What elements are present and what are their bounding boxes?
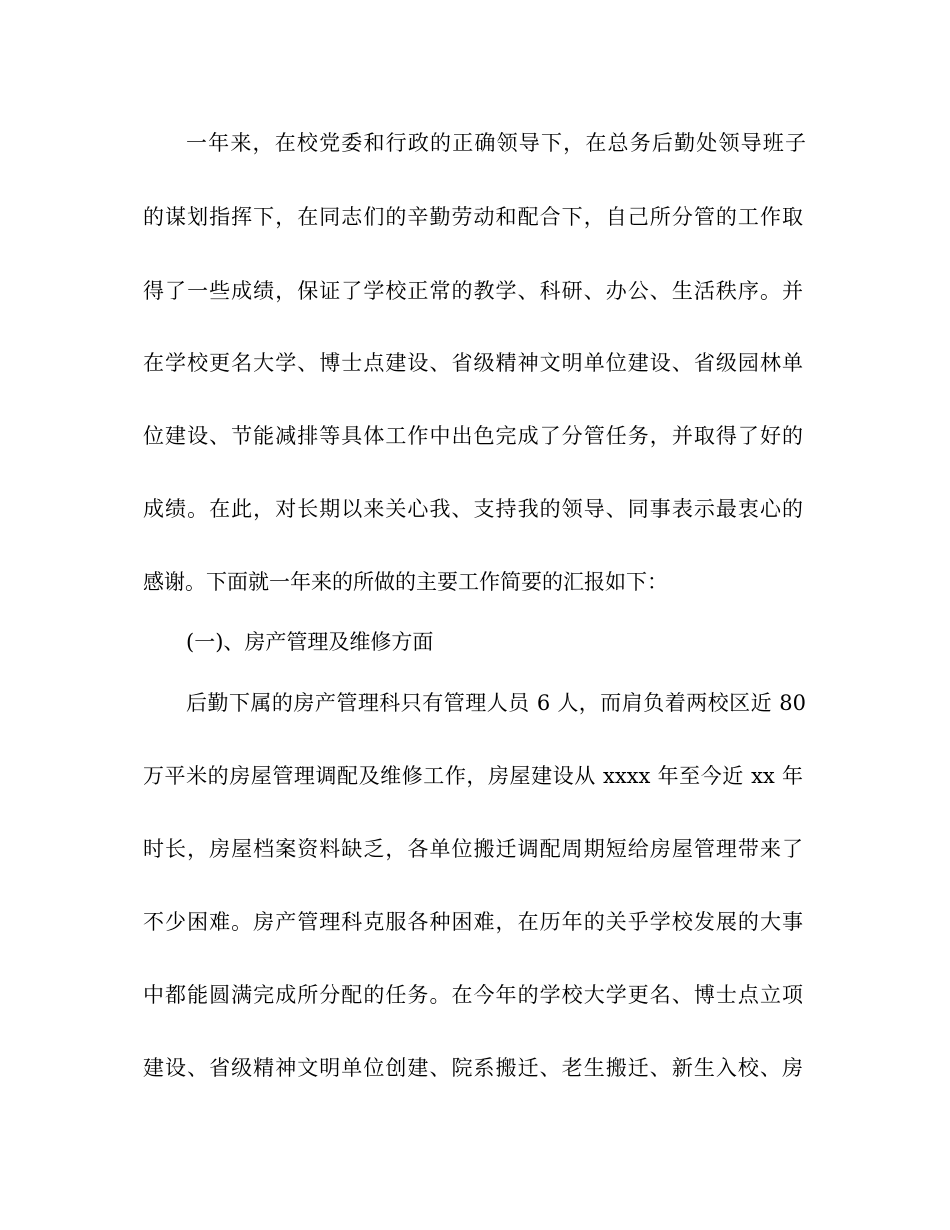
paragraph-1-line-2: 的谋划指挥下，在同志们的辛勤劳动和配合下，自己所分管的工作取 xyxy=(143,205,803,229)
paragraph-1-line-7: 感谢。下面就一年来的所做的主要工作简要的汇报如下： xyxy=(143,570,668,594)
paragraph-1-line-1: 一年来，在校党委和行政的正确领导下，在总务后勤处领导班子 xyxy=(186,131,806,155)
paragraph-2-line-1: 后勤下属的房产管理科只有管理人员 6 人，而肩负着两校区近 80 xyxy=(186,691,806,715)
section-heading: (一)、房产管理及维修方面 xyxy=(186,630,434,654)
paragraph-2-line-5: 中都能圆满完成所分配的任务。在今年的学校大学更名、博士点立项 xyxy=(143,983,803,1007)
paragraph-1-line-4: 在学校更名大学、博士点建设、省级精神文明单位建设、省级园林单 xyxy=(143,351,803,375)
paragraph-1-line-5: 位建设、节能减排等具体工作中出色完成了分管任务，并取得了好的 xyxy=(143,424,803,448)
paragraph-2-line-3: 时长，房屋档案资料缺乏，各单位搬迁调配周期短给房屋管理带来了 xyxy=(143,837,803,861)
paragraph-2-line-6: 建设、省级精神文明单位创建、院系搬迁、老生搬迁、新生入校、房 xyxy=(143,1056,803,1080)
paragraph-2-line-2: 万平米的房屋管理调配及维修工作，房屋建设从 xxxx 年至今近 xx 年 xyxy=(143,764,803,788)
paragraph-1-line-6: 成绩。在此，对长期以来关心我、支持我的领导、同事表示最衷心的 xyxy=(143,497,803,521)
paragraph-2-line-4: 不少困难。房产管理科克服各种困难，在历年的关乎学校发展的大事 xyxy=(143,910,803,934)
paragraph-1-line-3: 得了一些成绩，保证了学校正常的教学、科研、办公、生活秩序。并 xyxy=(143,279,803,303)
